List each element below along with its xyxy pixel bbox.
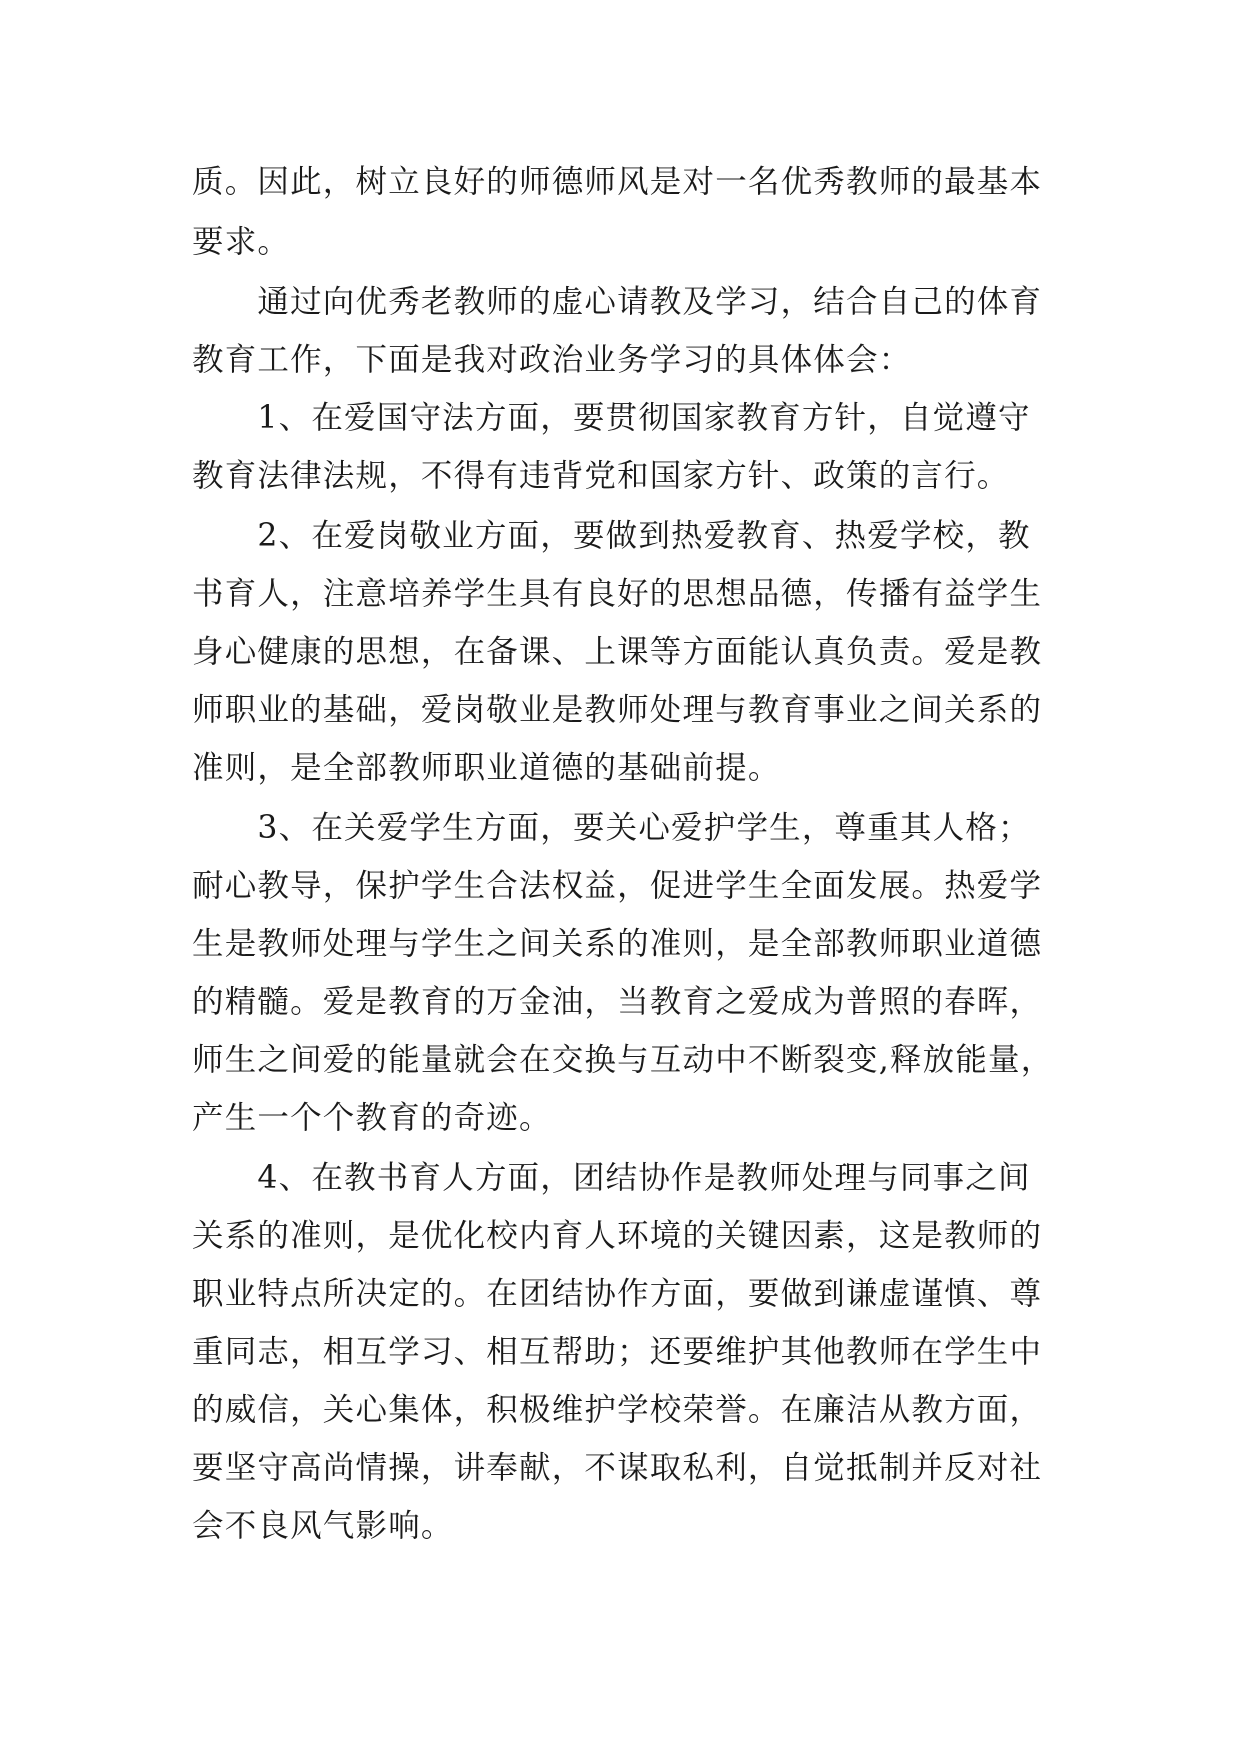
text-line-8: 书育人，注意培养学生具有良好的思想品德，传播有益学生 bbox=[192, 576, 1043, 612]
text-line-15: 的精髓。爱是教育的万金油，当教育之爱成为普照的春晖， bbox=[192, 984, 1043, 1020]
text-line-1: 质。因此，树立良好的师德师风是对一名优秀教师的最基本 bbox=[192, 164, 1043, 200]
text-line-19: 关系的准则，是优化校内育人环境的关键因素，这是教师的 bbox=[192, 1218, 1043, 1254]
text-line-23: 要坚守高尚情操，讲奉献，不谋取私利，自觉抵制并反对社 bbox=[192, 1450, 1043, 1486]
text-line-3: 通过向优秀老教师的虚心请教及学习，结合自己的体育 bbox=[192, 284, 1043, 320]
text-line-22: 的威信，关心集体，积极维护学校荣誉。在廉洁从教方面， bbox=[192, 1392, 1043, 1428]
text-line-17: 产生一个个教育的奇迹。 bbox=[192, 1100, 552, 1136]
text-line-9: 身心健康的思想，在备课、上课等方面能认真负责。爱是教 bbox=[192, 634, 1043, 670]
text-line-14: 生是教师处理与学生之间关系的准则，是全部教师职业道德 bbox=[192, 926, 1043, 962]
text-line-11: 准则，是全部教师职业道德的基础前提。 bbox=[192, 750, 781, 786]
text-line-6: 教育法律法规，不得有违背党和国家方针、政策的言行。 bbox=[192, 458, 1010, 494]
text-line-10: 师职业的基础，爱岗敬业是教师处理与教育事业之间关系的 bbox=[192, 692, 1043, 728]
text-line-4: 教育工作，下面是我对政治业务学习的具体体会： bbox=[192, 342, 912, 378]
text-line-7: 2、在爱岗敬业方面，要做到热爱教育、热爱学校，教 bbox=[192, 518, 1031, 554]
text-line-21: 重同志，相互学习、相互帮助；还要维护其他教师在学生中 bbox=[192, 1334, 1043, 1370]
text-line-16: 师生之间爱的能量就会在交换与互动中不断裂变,释放能量， bbox=[192, 1042, 1054, 1078]
text-line-12: 3、在关爱学生方面，要关心爱护学生，尊重其人格； bbox=[192, 810, 1031, 846]
text-line-5: 1、在爱国守法方面，要贯彻国家教育方针，自觉遵守 bbox=[192, 400, 1031, 436]
text-line-2: 要求。 bbox=[192, 224, 291, 260]
text-line-13: 耐心教导，保护学生合法权益，促进学生全面发展。热爱学 bbox=[192, 868, 1043, 904]
text-line-20: 职业特点所决定的。在团结协作方面，要做到谦虚谨慎、尊 bbox=[192, 1276, 1043, 1312]
text-line-18: 4、在教书育人方面，团结协作是教师处理与同事之间 bbox=[192, 1160, 1031, 1196]
text-line-24: 会不良风气影响。 bbox=[192, 1508, 454, 1544]
